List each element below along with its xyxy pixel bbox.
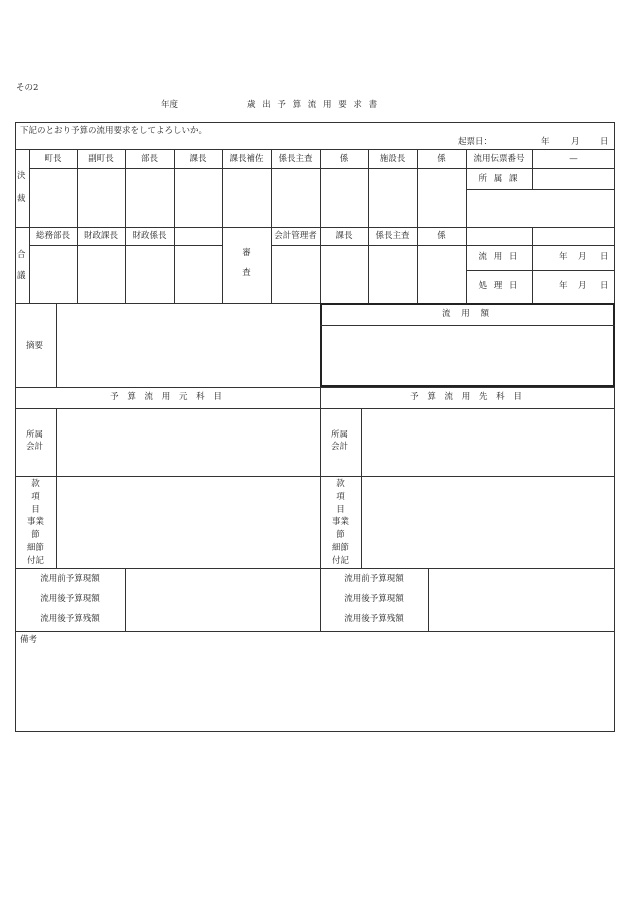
dest-amount-remaining: 流用後予算残額	[344, 614, 404, 624]
grid-line	[15, 476, 615, 477]
source-amount-before: 流用前予算現額	[40, 574, 100, 584]
approval-col-4: 課長	[189, 154, 207, 164]
source-account-line2: 会計	[26, 442, 44, 452]
approval-col-8: 施設長	[379, 154, 406, 164]
source-subject-1: 款	[31, 479, 40, 489]
source-amount-remaining: 流用後予算残額	[40, 614, 100, 624]
grid-line	[361, 408, 362, 568]
fiscal-year-label: 年度	[161, 100, 179, 110]
transfer-amount-label: 流 用 額	[442, 309, 493, 319]
destination-heading: 予 算 流 用 先 科 目	[410, 392, 525, 402]
transfer-day-day: 日	[600, 252, 609, 262]
intro-text: 下記のとおり予算の流用要求をしてよろしいか。	[20, 126, 208, 136]
source-subject-3: 目	[31, 505, 40, 515]
source-subject-5: 節	[31, 530, 40, 540]
grid-line	[417, 149, 418, 303]
source-subject-6: 細節	[26, 543, 44, 553]
grid-line	[532, 227, 533, 303]
draft-date-month: 月	[571, 137, 580, 147]
grid-line	[466, 149, 467, 303]
grid-line	[15, 227, 615, 228]
dest-subject-4: 事業	[331, 517, 349, 527]
grid-line	[271, 149, 272, 303]
source-subject-2: 項	[31, 492, 40, 502]
consultation-col-9: 係	[437, 231, 446, 241]
grid-line	[368, 149, 369, 303]
grid-line	[15, 149, 615, 150]
approval-col-9: 係	[437, 154, 446, 164]
form-frame	[15, 122, 615, 732]
grid-line	[15, 631, 615, 632]
draft-date-label: 起票日：	[458, 137, 493, 147]
approval-col-3: 部長	[140, 154, 158, 164]
process-day-year: 年	[559, 281, 568, 291]
approval-col-2: 副町長	[88, 154, 114, 164]
source-amount-after: 流用後予算現額	[40, 594, 100, 604]
dest-subject-6: 細節	[331, 543, 349, 553]
draft-date-day: 日	[600, 137, 609, 147]
approval-side-label-1: 決	[17, 171, 26, 181]
grid-line	[271, 245, 615, 246]
dest-subject-1: 款	[336, 479, 345, 489]
review-label-2: 査	[242, 268, 251, 278]
dest-amount-before: 流用前予算現額	[344, 574, 404, 584]
source-subject-4: 事業	[26, 517, 44, 527]
form-title: 歳 出 予 算 流 用 要 求 書	[247, 100, 380, 110]
dest-subject-7: 付記	[331, 556, 349, 566]
consultation-col-3: 財政係長	[132, 231, 167, 241]
grid-line	[428, 568, 429, 631]
grid-line	[466, 270, 615, 271]
grid-line	[125, 568, 126, 631]
page-marker: その2	[16, 83, 39, 93]
summary-label: 摘要	[26, 341, 44, 351]
transfer-day-year: 年	[559, 252, 568, 262]
consultation-col-2: 財政課長	[83, 231, 118, 241]
grid-line	[174, 149, 175, 303]
grid-line	[29, 168, 615, 169]
approval-col-6: 係長主査	[278, 154, 313, 164]
process-day-month: 月	[578, 281, 587, 291]
consultation-side-label-1: 合	[17, 250, 26, 260]
dest-account-line1: 所属	[331, 430, 349, 440]
grid-line	[56, 303, 57, 387]
grid-line	[15, 387, 615, 388]
department-label: 所 属 課	[478, 174, 520, 184]
draft-date-year: 年	[541, 137, 550, 147]
dest-subject-3: 目	[336, 505, 345, 515]
approval-col-1: 町長	[44, 154, 62, 164]
dest-amount-after: 流用後予算現額	[344, 594, 404, 604]
grid-line	[56, 408, 57, 568]
consultation-col-7: 課長	[335, 231, 353, 241]
grid-line	[77, 149, 78, 303]
grid-line	[15, 568, 615, 569]
grid-line	[320, 325, 615, 326]
dest-account-line2: 会計	[331, 442, 349, 452]
transfer-day-month: 月	[578, 252, 587, 262]
remarks-label: 備考	[20, 635, 38, 645]
dest-subject-2: 項	[336, 492, 345, 502]
review-label-1: 審	[242, 248, 251, 258]
source-account-line1: 所属	[26, 430, 44, 440]
consultation-side-label-2: 議	[17, 271, 26, 281]
grid-line	[15, 408, 615, 409]
consultation-col-6: 会計管理者	[274, 231, 317, 241]
dest-subject-5: 節	[336, 530, 345, 540]
grid-line	[222, 149, 223, 303]
grid-line	[29, 149, 30, 303]
process-day-label: 処 理 日	[478, 281, 520, 291]
approval-col-7: 係	[339, 154, 349, 164]
process-day-day: 日	[600, 281, 609, 291]
approval-side-label-2: 裁	[17, 194, 26, 204]
grid-line	[466, 189, 615, 190]
voucher-number-value: —	[569, 154, 578, 164]
voucher-number-label: 流用伝票番号	[473, 154, 525, 164]
source-subject-7: 付記	[26, 556, 44, 566]
source-heading: 予 算 流 用 元 科 目	[110, 392, 225, 402]
approval-col-5: 課長補佐	[229, 154, 264, 164]
consultation-col-1: 総務部長	[35, 231, 70, 241]
consultation-col-8: 係長主査	[375, 231, 410, 241]
grid-line	[125, 149, 126, 303]
grid-line	[320, 149, 321, 303]
transfer-day-label: 流 用 日	[478, 252, 520, 262]
